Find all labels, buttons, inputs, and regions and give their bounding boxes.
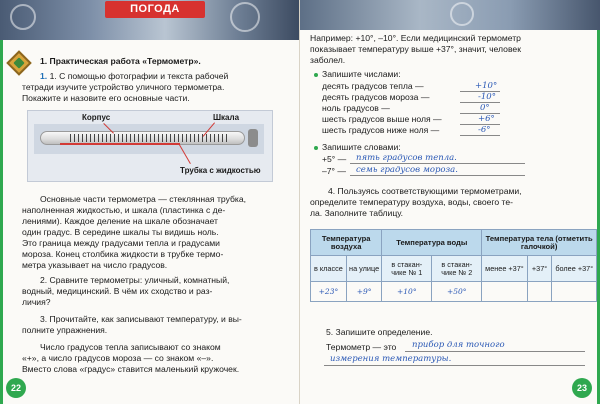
table-subheader: в классе [311,256,347,282]
table-subheader: в стакан-чике № 2 [432,256,482,282]
para-1-line: Основные части термометра — стеклянная трубка, [40,194,246,204]
measurement-table [310,229,597,302]
table-cell[interactable] [482,282,527,302]
task-4-line: определите температуру воздуха, воды, своего те- [310,197,513,207]
number-answer: 0° [480,103,490,113]
table-header-body: Температура тела (отметить галочкой) [482,230,597,256]
task-3-line: полните упражнения. [22,325,108,335]
table-cell[interactable]: +50° [432,282,482,302]
answer-line [460,135,500,136]
section-heading: 1. Практическая работа «Термометр». [40,56,201,66]
page-number-right: 23 [572,378,592,398]
word-answer: семь градусов мороза. [356,165,458,175]
number-answer: +10° [475,81,498,91]
task-5: 5. Запишите определение. [326,327,433,337]
table-subheader: +37° [527,256,552,282]
thermometer-liquid [60,143,180,145]
number-label: десять градусов тепла — [322,81,424,91]
task-4-line: 4. Пользуясь соответствующими термометрами, [328,186,522,196]
definition-answer-1: прибор для точного [412,340,505,350]
task-1-number: 1. [40,71,48,81]
task-3-line: 3. Прочитайте, как записывают температуру, и вы- [40,314,242,324]
words-heading: Запишите словами: [314,142,401,153]
intro-line: Например: +10°, –10°. Если медицинский термометр [310,33,521,43]
para-1-line: наполненная жидкостью, и шкала (пластинка с де- [22,205,226,215]
label-tube: Трубка с жидкостью [180,166,261,175]
intro-line: показывает температуру выше +37°, значит, человек [310,44,521,54]
table-cell[interactable]: +23° [311,282,347,302]
task-icon [6,50,31,75]
number-label: десять градусов мороза — [322,92,430,102]
para-1-line: лениями). Каждое деление на шкале обозначает [22,216,218,226]
right-page [300,0,600,404]
task-1-line-c: Покажите и назовите его основные части. [22,93,190,103]
word-label: +5° — [322,154,347,164]
definition-label: Термометр — это [326,342,397,352]
para-1-line: метра указывает на число градусов. [22,260,168,270]
task-2-line: 2. Сравните термометры: уличный, комнатный, [40,275,230,285]
top-photo-strip-right [300,0,600,30]
number-label: шесть градусов выше ноля — [322,114,442,124]
page-title: ПОГОДА [105,1,205,18]
word-answer: пять градусов тепла. [356,153,457,163]
answer-line [405,351,585,352]
task-4-line: ла. Заполните таблицу. [310,208,404,218]
para-2-line: Число градусов тепла записывают со знаком [40,342,221,352]
answer-line [350,175,525,176]
table-subheader: более +37° [552,256,597,282]
definition-answer-2: измерения температуры. [330,354,452,364]
table-cell[interactable]: +10° [382,282,432,302]
table-subheader: менее +37° [482,256,527,282]
label-body: Корпус [82,113,111,122]
numbers-heading: Запишите числами: [314,69,401,80]
thermometer-cap [248,129,258,147]
task-1-line-b: тетради изучите устройство уличного термометра. [22,82,225,92]
table-header-water: Температура воды [382,230,482,256]
left-margin-bar [0,40,3,404]
para-2-line: Вместо слова «градус» ставится маленький кружочек. [22,364,240,374]
para-1-line: мороза. Конец столбика жидкости в трубке термо- [22,249,224,259]
table-cell[interactable] [527,282,552,302]
para-1-line: Это граница между градусами тепла и градусами [22,238,220,248]
answer-line [350,163,525,164]
thermometer-scale [70,134,230,142]
page-number-left: 22 [6,378,26,398]
word-label: –7° — [322,166,346,176]
table-cell[interactable]: +9° [346,282,381,302]
task-2-line: личия? [22,297,51,307]
para-1-line: один градус. В середине шкалы ты видишь ноль. [22,227,219,237]
answer-line [324,365,585,366]
number-label: ноль градусов — [322,103,390,113]
task-1-line-a: 1. 1. С помощью фотографии и текста рабочей [40,71,229,81]
intro-line: заболел. [310,55,346,65]
number-answer: -6° [478,125,491,135]
table-subheader: на улице [346,256,381,282]
number-answer: -10° [478,92,496,102]
number-label: шесть градусов ниже ноля — [322,125,440,135]
table-cell[interactable] [552,282,597,302]
table-subheader: в стакан-чике № 1 [382,256,432,282]
para-2-line: «+», а число градусов мороза — со знаком «–». [22,353,214,363]
number-answer: +6° [478,114,495,124]
label-scale: Шкала [213,113,240,122]
table-header-air: Температура воздуха [311,230,382,256]
task-2-line: водный, медицинский. В чём их сходство и раз- [22,286,213,296]
